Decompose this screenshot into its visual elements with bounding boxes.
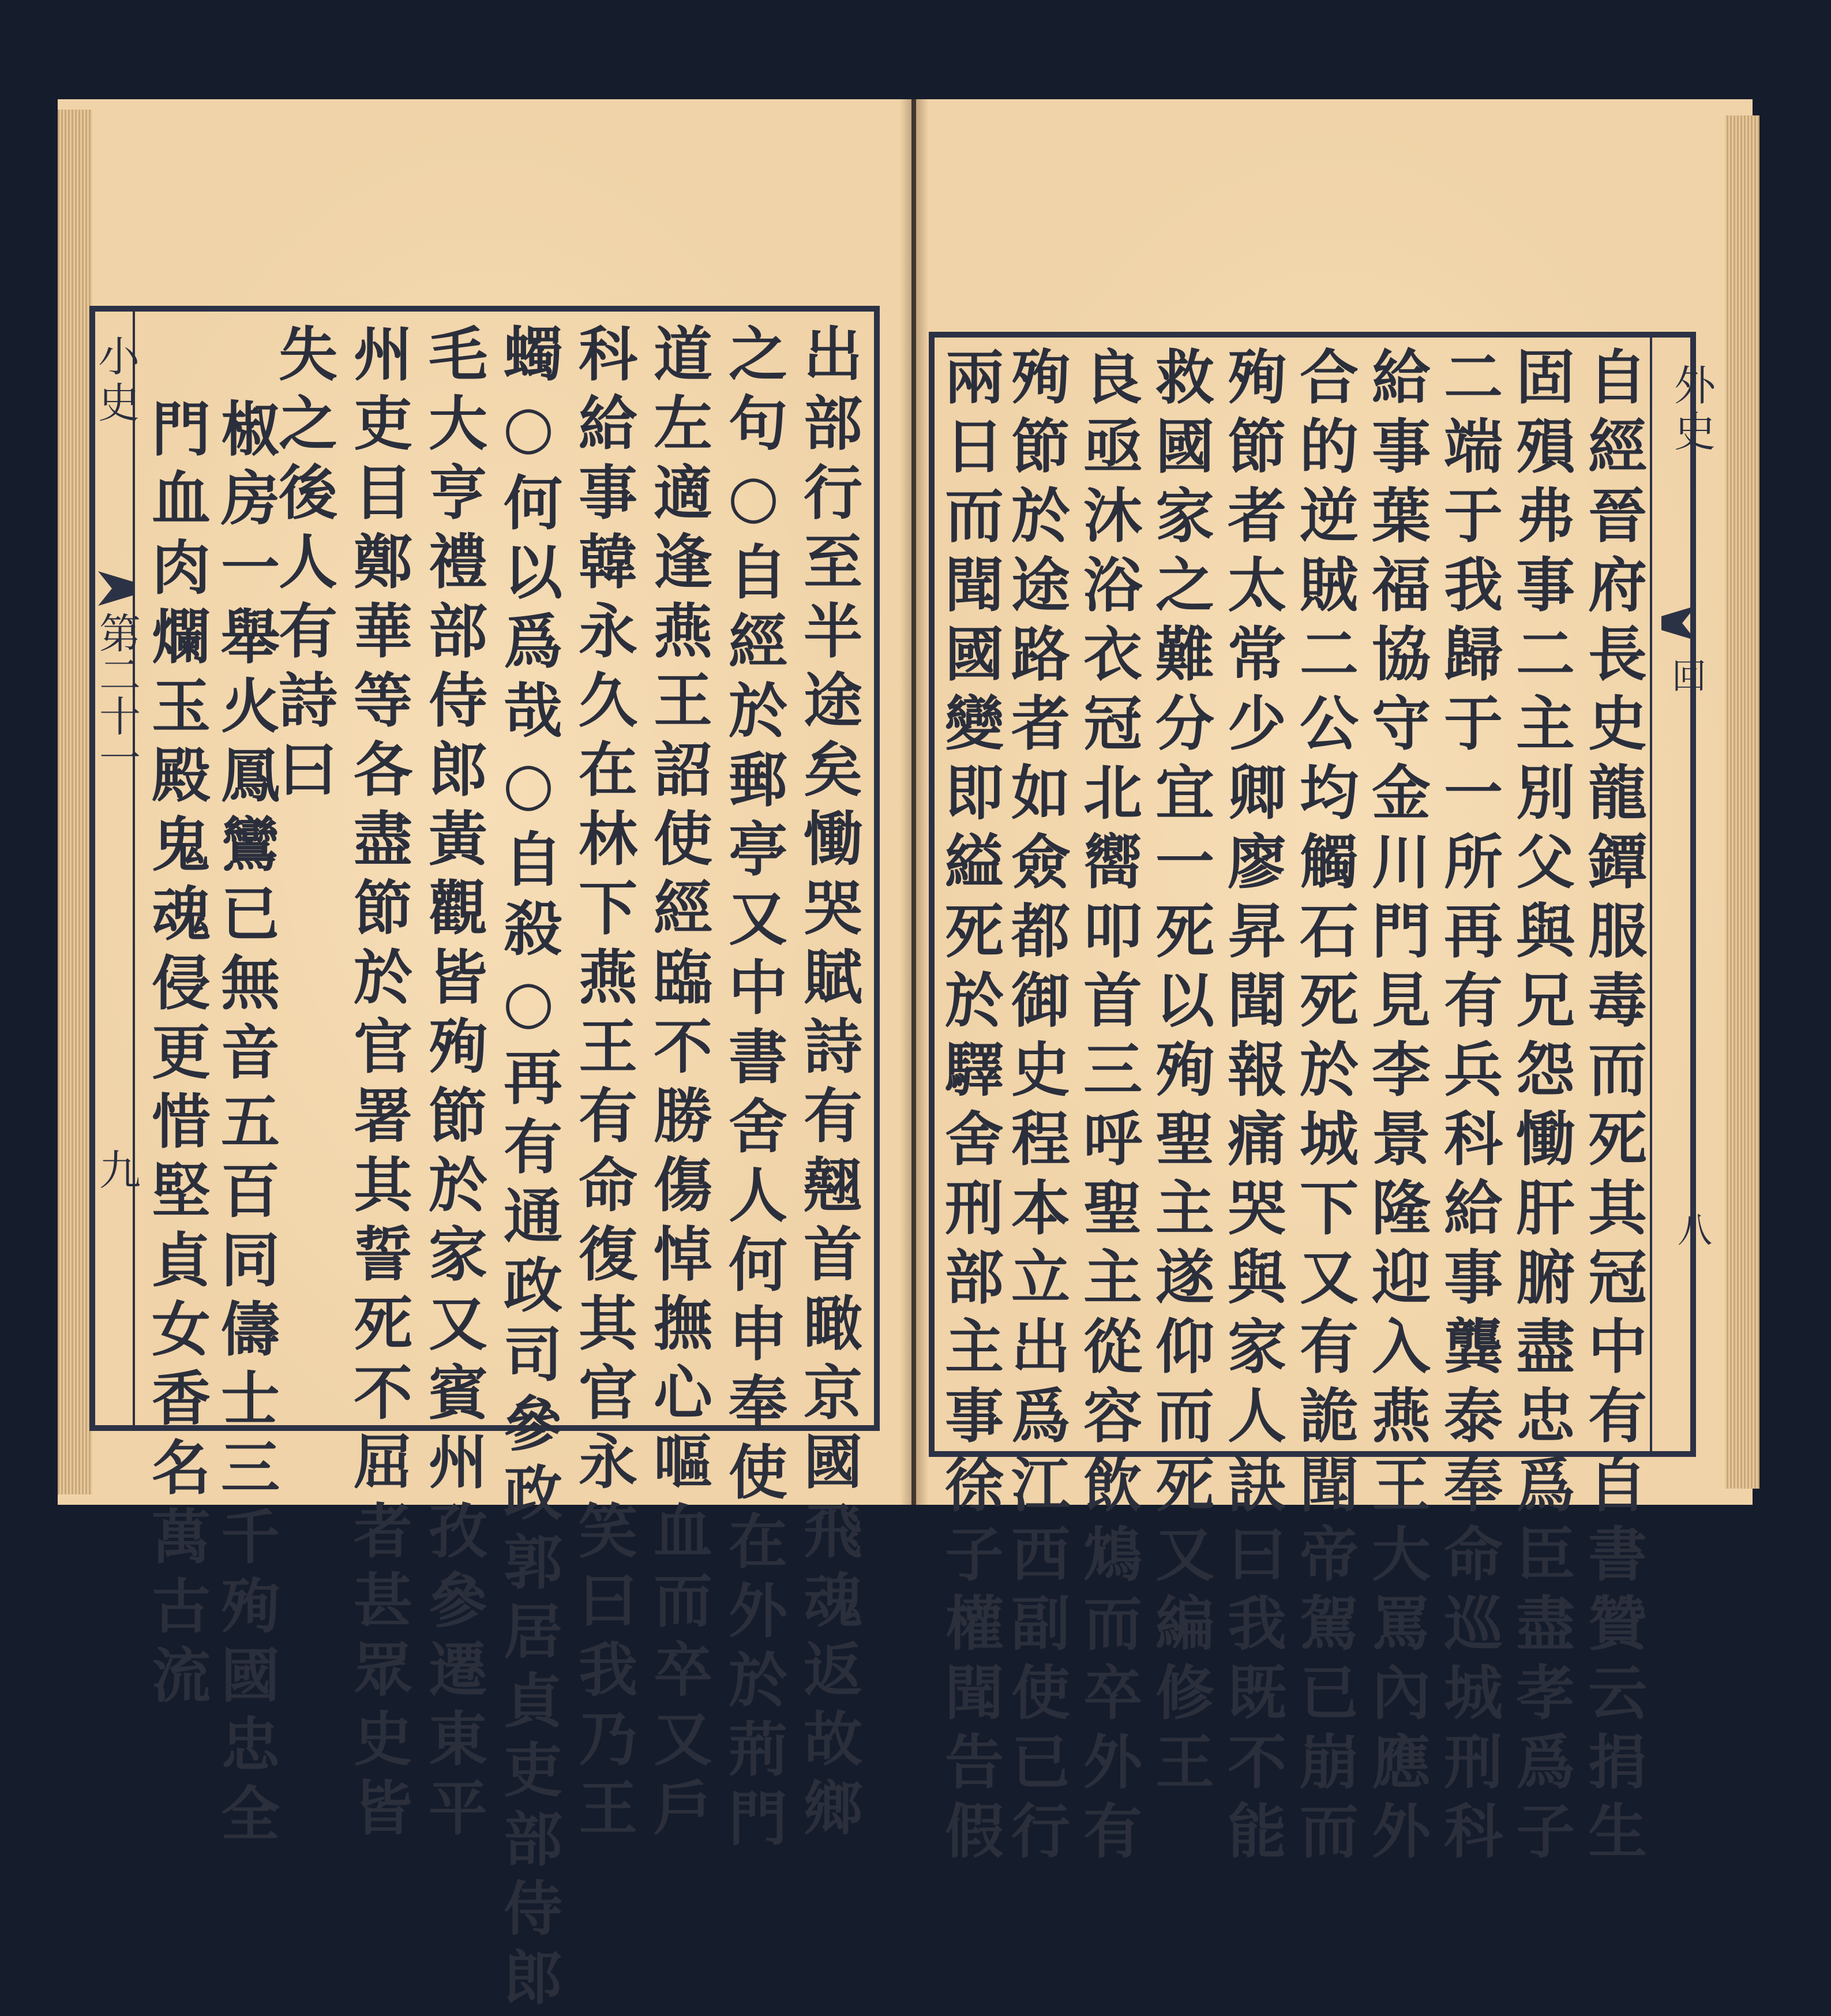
left-page-number: 九 [92,1148,141,1190]
left-text-column: 椒房一舉火鳳鸞已無音五百同儔士三千殉國忠全 [211,398,280,1852]
left-page-edges [58,110,92,1494]
right-center-band-line [1650,338,1652,1451]
right-text-column: 救國家之難分宜一死以殉聖主遂仰而死又編修王 [1146,346,1215,1800]
right-page-edges [1725,115,1759,1489]
left-text-column: 失之後人有詩曰 [269,323,338,808]
left-text-column: 毛大亨禮部侍郎黃觀皆殉節於家又賓州孜參遷東平 [419,323,488,1846]
right-book-title: 外史 [1667,364,1716,456]
right-text-column: 殉節者太常少卿廖昇聞報痛哭與家人訣曰我既不能 [1218,346,1287,1869]
right-text-column: 自經晉府長史龍鐔服毒而死其冠中有自書贊云捐生 [1578,346,1648,1869]
right-chapter-label: 回 [1666,658,1706,692]
left-text-column: 蠋○何以爲哉○自殺○再有通政司參政郭居貞吏部侍郎 [494,323,563,2016]
right-text-column: 二端于我歸于一所再有兵科給事龔泰奉命巡城刑科 [1434,346,1503,1869]
book-gutter [900,99,929,1505]
left-center-band-line [133,312,135,1425]
right-text-column: 合的逆賊二公均觸石死於城下又有詭聞帝駕已崩而 [1290,346,1359,1869]
right-page-number: 八 [1672,1212,1712,1246]
right-text-column: 殉節於途路者如僉都御史程本立出爲江西副使已行 [1001,346,1071,1869]
left-text-column: 出部行至半途矣慟哭賦詩有翹首瞰京國飛魂返故鄉 [794,323,863,1846]
left-book-title: 小史 [91,335,140,427]
left-chapter-label: 第二十一 [92,612,141,778]
right-text-column: 給事葉福協守金川門見李景隆迎入燕王大罵內應外 [1362,346,1431,1869]
left-text-column: 道左適逢燕王詔使經臨不勝傷悼撫心嘔血而卒又戶 [644,323,713,1846]
right-text-column: 兩日而聞國變即縊死於驛舍刑部主事徐子權聞告假 [935,346,1004,1869]
left-text-column: 州吏目鄭華等各盡節於官署其誓死不屈者甚眾史皆 [344,323,413,1846]
left-text-column: 科給事韓永久在林下燕王有命復其官永笑曰我乃王 [569,323,638,1846]
right-text-column: 固殞弗事二主別父與兄怨慟肝腑盡忠爲臣盡孝爲子 [1506,346,1575,1869]
right-text-column: 良亟沐浴衣冠北嚮叩首三呼聖主從容飲鴆而卒外有 [1074,346,1143,1869]
left-text-column: 門血肉爛玉殿鬼魂侵更惜堅貞女香名萬古流 [142,398,211,1714]
left-text-column: 之句○自經於郵亭又中書舍人何申奉使在外於荊門 [719,323,788,1857]
